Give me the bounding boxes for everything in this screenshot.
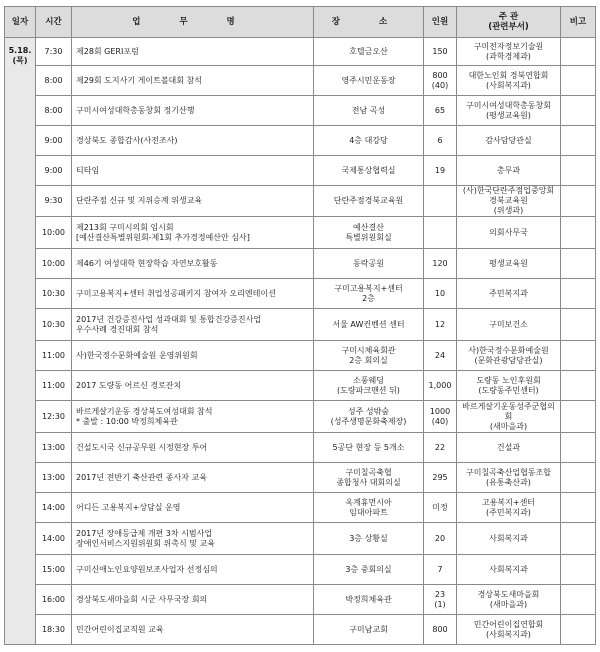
table-row: [5, 126, 596, 156]
note-cell: [561, 615, 596, 645]
task-cell: 제28회 GERI포럼: [72, 38, 314, 66]
header-row: [5, 7, 596, 38]
task-cell: 2017년 장애등급제 개편 3차 시범사업 장애인서비스지원위원회 위촉식 및 교육: [72, 523, 314, 555]
task-cell: 제213회 구미시의회 임시회 [예산결산특별위원회-제1회 추가경정예산안 심사]: [72, 217, 314, 249]
schedule-table: [4, 6, 596, 645]
people-cell: 1000 (40): [424, 401, 457, 433]
place-cell: 구미남교회: [314, 615, 424, 645]
time-cell: 10:00: [36, 217, 72, 249]
note-cell: [561, 126, 596, 156]
host-cell: 구미보건소: [457, 309, 561, 341]
place-cell: 5공단 현장 등 5개소: [314, 433, 424, 463]
task-cell: 구미고용복지+센터 취업성공패키지 참여자 오리엔테이션: [72, 279, 314, 309]
time-cell: 18:30: [36, 615, 72, 645]
table-row: [5, 156, 596, 186]
header-task: 업 무 명: [72, 7, 314, 38]
people-cell: [424, 186, 457, 217]
time-cell: 8:00: [36, 66, 72, 96]
host-cell: 경상북도새마을회 (새마을과): [457, 585, 561, 615]
date-cell: 5.18. (목): [5, 38, 36, 645]
header-date: 일자: [5, 7, 36, 38]
table-row: [5, 615, 596, 645]
people-cell: 23 (1): [424, 585, 457, 615]
host-cell: 감사담당관실: [457, 126, 561, 156]
people-cell: [424, 217, 457, 249]
place-cell: 박정희체육관: [314, 585, 424, 615]
table-row: [5, 401, 596, 433]
task-cell: 사)한국정수문화예술원 운영위원회: [72, 341, 314, 371]
place-cell: 국제통상협력실: [314, 156, 424, 186]
table-row: [5, 249, 596, 279]
people-cell: 24: [424, 341, 457, 371]
note-cell: [561, 433, 596, 463]
host-cell: 도량동 노인후원회 (도량동주민센터): [457, 371, 561, 401]
time-cell: 14:00: [36, 493, 72, 523]
table-row: [5, 186, 596, 217]
people-cell: 65: [424, 96, 457, 126]
host-cell: 의회사무국: [457, 217, 561, 249]
people-cell: 295: [424, 463, 457, 493]
task-cell: 2017년 건강증진사업 성과대회 및 통합건강증진사업 우수사례 경진대회 참석: [72, 309, 314, 341]
task-cell: 어디든 고용복지+상담실 운영: [72, 493, 314, 523]
host-cell: 건설과: [457, 433, 561, 463]
place-cell: 구미칠곡축협 종합청사 대회의실: [314, 463, 424, 493]
time-cell: 13:00: [36, 463, 72, 493]
note-cell: [561, 66, 596, 96]
table-row: [5, 38, 596, 66]
note-cell: [561, 156, 596, 186]
place-cell: 소풍웨딩 (도량파크맨션 뒤): [314, 371, 424, 401]
task-cell: 제46기 여성대학 현장학습 자연보호활동: [72, 249, 314, 279]
table-row: [5, 96, 596, 126]
people-cell: 150: [424, 38, 457, 66]
people-cell: 22: [424, 433, 457, 463]
people-cell: 19: [424, 156, 457, 186]
note-cell: [561, 186, 596, 217]
time-cell: 9:00: [36, 126, 72, 156]
header-note: 비고: [561, 7, 596, 38]
table-row: [5, 341, 596, 371]
task-cell: 민간어린이집교직원 교육: [72, 615, 314, 645]
schedule-sheet: [4, 6, 595, 645]
people-cell: 7: [424, 555, 457, 585]
header-host: 주 관 (관련부서): [457, 7, 561, 38]
people-cell: 120: [424, 249, 457, 279]
host-cell: 총무과: [457, 156, 561, 186]
header-place: 장 소: [314, 7, 424, 38]
header-time: 시간: [36, 7, 72, 38]
host-cell: 민간어린이집연합회 (사회복지과): [457, 615, 561, 645]
place-cell: 호텔금오산: [314, 38, 424, 66]
time-cell: 7:30: [36, 38, 72, 66]
host-cell: 사회복지과: [457, 555, 561, 585]
note-cell: [561, 341, 596, 371]
place-cell: 옥계휴먼시아 임대아파트: [314, 493, 424, 523]
note-cell: [561, 217, 596, 249]
place-cell: 성주 성밖숲 (성주생명문화축제장): [314, 401, 424, 433]
task-cell: 경상북도새마을회 시군 사무국장 회의: [72, 585, 314, 615]
people-cell: 20: [424, 523, 457, 555]
table-row: [5, 555, 596, 585]
people-cell: 미정: [424, 493, 457, 523]
note-cell: [561, 555, 596, 585]
place-cell: 구미고용복지+센터 2층: [314, 279, 424, 309]
time-cell: 12:30: [36, 401, 72, 433]
note-cell: [561, 585, 596, 615]
table-row: [5, 493, 596, 523]
host-cell: 고용복지+센터 (주민복지과): [457, 493, 561, 523]
host-cell: 대한노인회 경북연합회 (사회복지과): [457, 66, 561, 96]
note-cell: [561, 279, 596, 309]
table-row: [5, 371, 596, 401]
task-cell: 바르게살기운동 경상북도여성대회 참석 * 출발 : 10:00 박정희체육관: [72, 401, 314, 433]
note-cell: [561, 463, 596, 493]
table-row: [5, 279, 596, 309]
schedule-body: [5, 38, 596, 645]
place-cell: 구미시체육회관 2층 회의실: [314, 341, 424, 371]
people-cell: 800 (40): [424, 66, 457, 96]
note-cell: [561, 371, 596, 401]
host-cell: 사회복지과: [457, 523, 561, 555]
note-cell: [561, 309, 596, 341]
host-cell: 구미전자정보기술원 (과학경제과): [457, 38, 561, 66]
task-cell: 구미시여성대학총동창회 정기산행: [72, 96, 314, 126]
place-cell: 4층 대강당: [314, 126, 424, 156]
note-cell: [561, 38, 596, 66]
place-cell: 서울 AW컨벤션 센터: [314, 309, 424, 341]
note-cell: [561, 249, 596, 279]
place-cell: 전남 곡성: [314, 96, 424, 126]
time-cell: 10:30: [36, 309, 72, 341]
time-cell: 10:00: [36, 249, 72, 279]
place-cell: 3층 상황실: [314, 523, 424, 555]
place-cell: 예산결산 특별위원회실: [314, 217, 424, 249]
note-cell: [561, 493, 596, 523]
time-cell: 8:00: [36, 96, 72, 126]
time-cell: 16:00: [36, 585, 72, 615]
host-cell: 구미칠곡축산업협동조합 (유통축산과): [457, 463, 561, 493]
table-row: [5, 66, 596, 96]
note-cell: [561, 96, 596, 126]
host-cell: 주민복지과: [457, 279, 561, 309]
table-row: [5, 433, 596, 463]
table-row: [5, 585, 596, 615]
time-cell: 11:00: [36, 371, 72, 401]
people-cell: 10: [424, 279, 457, 309]
table-row: [5, 523, 596, 555]
task-cell: 2017 도량동 어르신 경로잔치: [72, 371, 314, 401]
table-row: [5, 463, 596, 493]
task-cell: 2017년 전반기 축산관련 종사자 교육: [72, 463, 314, 493]
people-cell: 6: [424, 126, 457, 156]
place-cell: 동락공원: [314, 249, 424, 279]
host-cell: 평생교육원: [457, 249, 561, 279]
time-cell: 11:00: [36, 341, 72, 371]
people-cell: 1,000: [424, 371, 457, 401]
time-cell: 10:30: [36, 279, 72, 309]
header-people: 인원: [424, 7, 457, 38]
table-row: [5, 217, 596, 249]
time-cell: 9:30: [36, 186, 72, 217]
task-cell: 단란주점 신규 및 지위승계 위생교육: [72, 186, 314, 217]
people-cell: 800: [424, 615, 457, 645]
place-cell: 영주시민운동장: [314, 66, 424, 96]
host-cell: 사)한국정수문화예술원 (문화관광담당관실): [457, 341, 561, 371]
host-cell: (사)한국단란주점업중앙회 경북교육원 (위생과): [457, 186, 561, 217]
place-cell: 단란주점경북교육원: [314, 186, 424, 217]
task-cell: 제29회 도지사기 게이트볼대회 참석: [72, 66, 314, 96]
time-cell: 13:00: [36, 433, 72, 463]
time-cell: 14:00: [36, 523, 72, 555]
table-row: [5, 309, 596, 341]
time-cell: 15:00: [36, 555, 72, 585]
host-cell: 구미시여성대학총동창회 (평생교육원): [457, 96, 561, 126]
task-cell: 경상북도 종합감사(사전조사): [72, 126, 314, 156]
time-cell: 9:00: [36, 156, 72, 186]
note-cell: [561, 523, 596, 555]
host-cell: 바르게살기운동성주군협의회 (새마을과): [457, 401, 561, 433]
people-cell: 12: [424, 309, 457, 341]
note-cell: [561, 401, 596, 433]
task-cell: 구미신애노인요양원보조사업자 선정심의: [72, 555, 314, 585]
task-cell: 티타임: [72, 156, 314, 186]
place-cell: 3층 중회의실: [314, 555, 424, 585]
task-cell: 건설도시국 신규공무원 시정현장 투어: [72, 433, 314, 463]
